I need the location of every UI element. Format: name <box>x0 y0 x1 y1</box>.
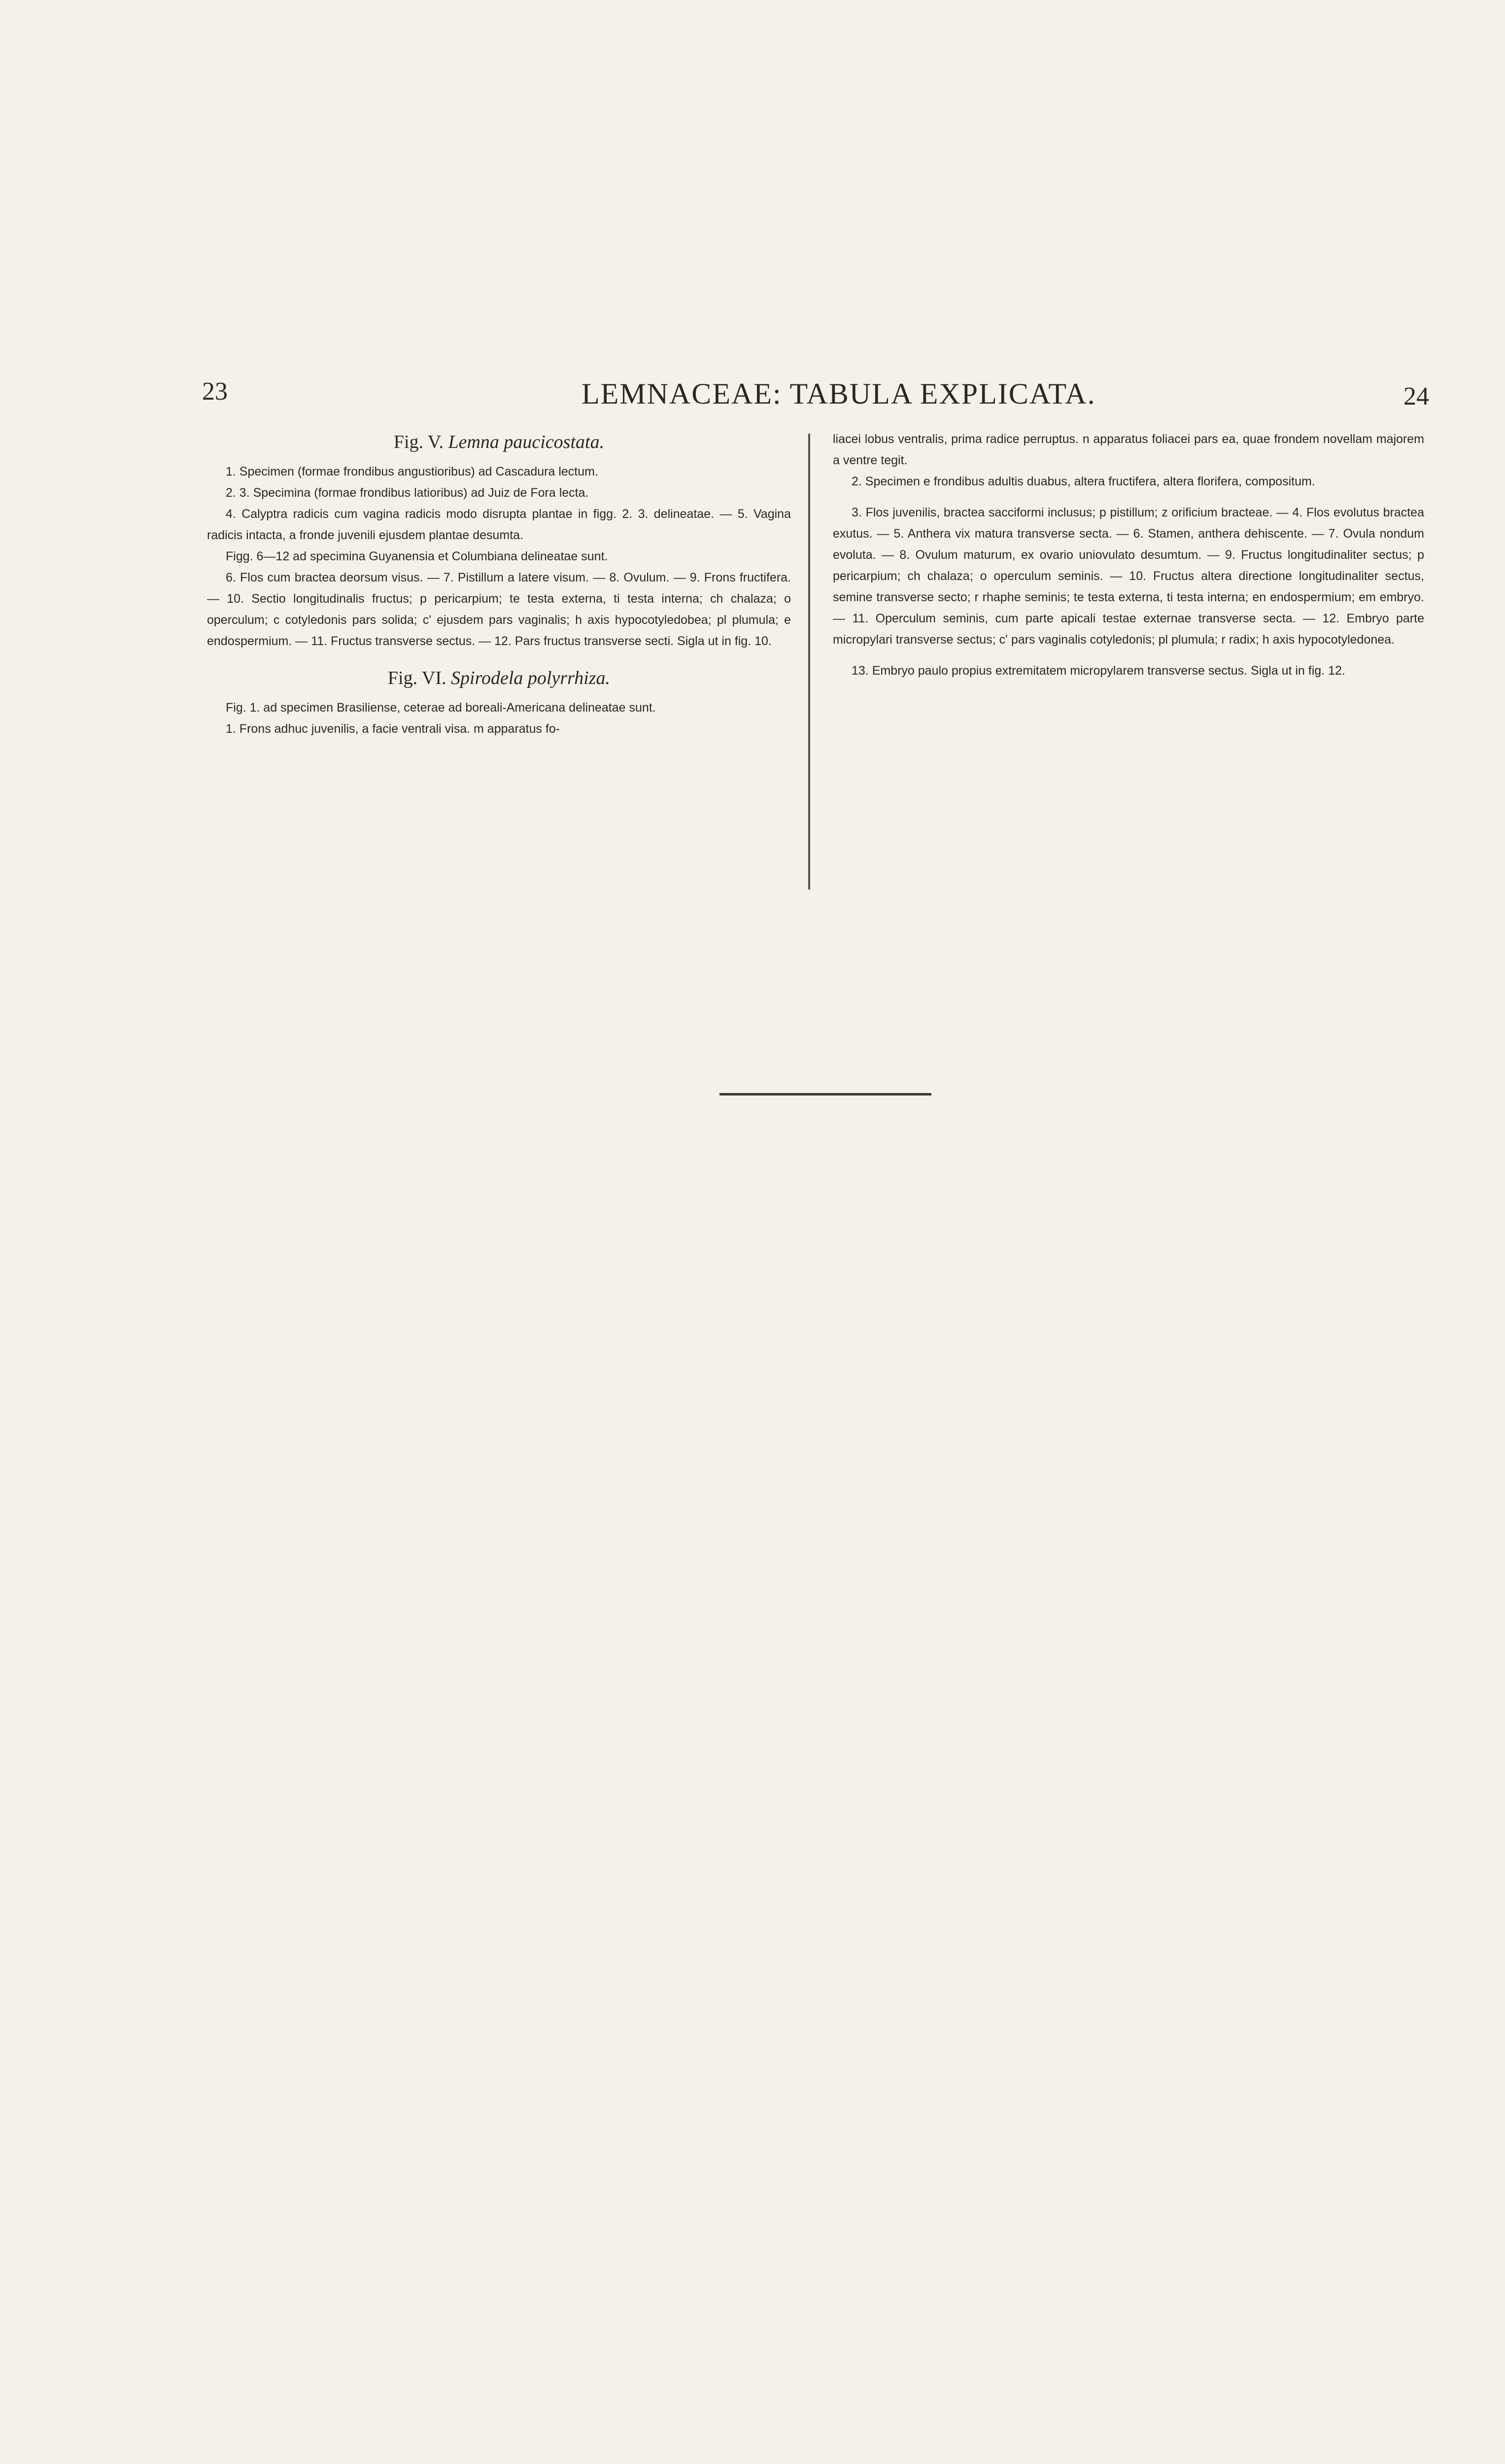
fig-v-paragraph: 1. Specimen (formae frondibus angustioribus) ad Cascadura lectum. <box>226 465 598 479</box>
right-paragraph: liacei lobus ventralis, prima radice perruptus. n apparatus foliacei pars ea, quae frondem novellam majorem a ventre tegit. <box>833 432 1424 467</box>
right-column <box>833 429 1424 682</box>
page-number-left: 23 <box>202 377 228 406</box>
fig-vi-species: Spirodela polyrrhiza. <box>451 668 611 688</box>
left-column <box>207 429 791 740</box>
right-paragraph: 2. Specimen e frondibus adultis duabus, altera fructifera, altera florifera, compositum. <box>852 475 1315 488</box>
fig-vi-paragraph: Fig. 1. ad specimen Brasiliense, ceterae ad boreali-Americana delineatae sunt. <box>226 701 656 715</box>
fig-v-paragraph: Figg. 6—12 ad specimina Guyanensia et Columbiana delineatae sunt. <box>226 549 608 563</box>
fig-v-paragraph: 6. Flos cum bractea deorsum visus. — 7. Pistillum a latere visum. — 8. Ovulum. — 9. Frons fructifera. — 10. Sectio longitudinalis fructus; p pericarpium; te testa externa, ti testa interna; ch chalaza; o operculum; c cotyledonis pars solida; c' ejusdem pars vaginalis; h axis hypocotyledobea; pl plumula; e endospermium. — 11. Fructus transverse sectus. — 12. Pars fructus transverse secti. Sigla ut in fig. 10. <box>207 571 791 648</box>
fig-v-label: Fig. V. <box>393 432 444 452</box>
column-divider <box>808 434 810 890</box>
fig-v-heading <box>207 429 791 455</box>
right-paragraph: 3. Flos juvenilis, bractea sacciformi inclusus; p pistillum; z orificium bracteae. — 4. Flos evolutus bractea exutus. — 5. Anthera vix matura transverse secta. — 6. Stamen, anthera dehiscente. — 7. Ovula nondum evoluta. — 8. Ovulum maturum, ex ovario uniovulato desumtum. — 9. Fructus longitudinaliter sectus; p pericarpium; ch chalaza; o operculum seminis. — 10. Fructus altera directione longitudinaliter sectus, semine transverse secto; r rhaphe seminis; te testa externa, ti testa interna; en endospermium; em embryo. — 11. Operculum seminis, cum parte apicali testae externae transverse secta. — 12. Embryo parte micropylari transverse sectus; c' pars vaginalis cotyledonis; pl plumula; r radix; h axis hypocotyledonea. <box>833 506 1424 647</box>
fig-v-paragraph: 4. Calyptra radicis cum vagina radicis modo disrupta plantae in figg. 2. 3. delineatae. — 5. Vagina radicis intacta, a fronde juvenili ejusdem plantae desumta. <box>207 507 791 542</box>
page-header <box>202 377 1429 416</box>
fig-vi-heading <box>207 665 791 691</box>
running-title: LEMNACEAE: TABULA EXPLICATA. <box>581 377 1096 410</box>
closing-rule <box>719 1093 931 1095</box>
fig-vi-paragraph: 1. Frons adhuc juvenilis, a facie ventrali visa. m apparatus fo- <box>226 722 560 736</box>
fig-v-species: Lemna paucicostata. <box>448 432 605 452</box>
page-number-right: 24 <box>1403 382 1429 411</box>
fig-v-paragraph: 2. 3. Specimina (formae frondibus latioribus) ad Juiz de Fora lecta. <box>226 486 589 500</box>
right-paragraph: 13. Embryo paulo propius extremitatem micropylarem transverse sectus. Sigla ut in fig. 12. <box>852 664 1345 678</box>
fig-vi-label: Fig. VI. <box>387 668 446 688</box>
